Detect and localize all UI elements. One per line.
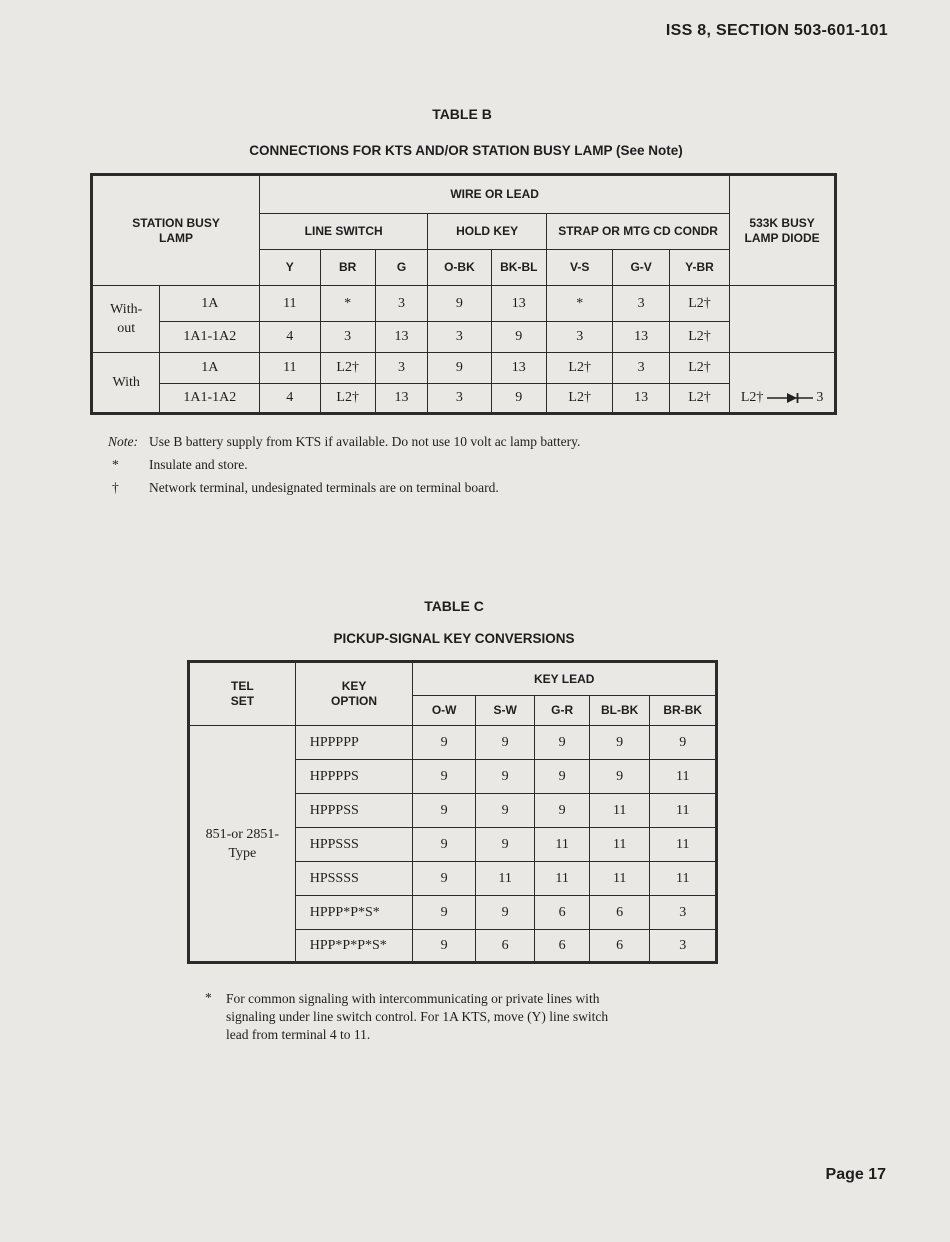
group-with: With	[92, 353, 160, 414]
col-header: G-V	[613, 250, 669, 286]
diode-blank	[730, 286, 836, 353]
cell: 3	[650, 930, 717, 963]
cell: 9	[475, 794, 534, 828]
footnote-line: For common signaling with intercommunicating or private lines with	[226, 991, 600, 1006]
note-text: Use B battery supply from KTS if available. Do not use 10 volt ac lamp battery.	[149, 434, 581, 449]
diode-left-label: L2†	[740, 390, 764, 405]
table-b-label: TABLE B	[432, 106, 492, 122]
cell: 11	[475, 862, 534, 896]
cell: 9	[650, 726, 717, 760]
key-option: HPSSSS	[295, 862, 413, 896]
cell: 9	[535, 794, 590, 828]
cell: 3	[613, 353, 669, 384]
table-row	[189, 726, 717, 760]
cell: 13	[491, 353, 546, 384]
cell: *	[546, 286, 612, 322]
cell: 9	[491, 384, 546, 414]
key-option: HPPPPS	[295, 760, 413, 794]
cell: 9	[589, 726, 650, 760]
header-key-lead: KEY LEAD	[413, 662, 717, 696]
tel-set-cell: 851-or 2851-Type	[189, 726, 296, 963]
row-key: 1A	[160, 353, 260, 384]
col-header: G-R	[535, 696, 590, 726]
header-hold-key: HOLD KEY	[428, 214, 547, 250]
dagger-text: Network terminal, undesignated terminals are on terminal board.	[149, 480, 499, 495]
table-row	[92, 384, 836, 414]
table-row	[92, 322, 836, 353]
cell: L2†	[546, 384, 612, 414]
cell: L2†	[669, 384, 729, 414]
header-tel-set: TEL SET	[189, 662, 296, 726]
cell: *	[320, 286, 375, 322]
col-header: S-W	[475, 696, 534, 726]
header-key-option: KEY OPTION	[295, 662, 413, 726]
row-key: 1A1-1A2	[160, 322, 260, 353]
table-row	[92, 353, 836, 384]
cell: 9	[589, 760, 650, 794]
cell: 11	[589, 828, 650, 862]
table-c-title: PICKUP-SIGNAL KEY CONVERSIONS	[333, 631, 575, 646]
cell: 3	[613, 286, 669, 322]
cell: 11	[260, 286, 320, 322]
cell: 11	[650, 794, 717, 828]
cell: 11	[650, 862, 717, 896]
row-key: 1A1-1A2	[160, 384, 260, 414]
note-label: Note:	[108, 434, 138, 449]
cell: 3	[546, 322, 612, 353]
cell: 9	[413, 896, 475, 930]
cell: 4	[260, 322, 320, 353]
cell: 11	[650, 828, 717, 862]
star-mark: *	[112, 457, 119, 472]
running-header: ISS 8, SECTION 503-601-101	[665, 22, 888, 39]
cell: 13	[491, 286, 546, 322]
cell: 9	[535, 726, 590, 760]
footnote-mark: *	[205, 990, 212, 1005]
page-number: Page 17	[825, 1166, 886, 1183]
cell: 6	[589, 896, 650, 930]
header-station-busy-lamp: STATION BUSY LAMP	[92, 175, 260, 286]
cell: 13	[613, 384, 669, 414]
footnote-text	[226, 990, 608, 1044]
cell: 9	[413, 726, 475, 760]
table-row	[92, 286, 836, 322]
cell: 11	[589, 862, 650, 896]
cell: 11	[260, 353, 320, 384]
cell: 13	[613, 322, 669, 353]
cell: 11	[650, 760, 717, 794]
col-header: G	[375, 250, 427, 286]
cell: L2†	[546, 353, 612, 384]
cell: 11	[535, 828, 590, 862]
cell: 9	[413, 828, 475, 862]
cell: 3	[428, 384, 491, 414]
table-c	[187, 660, 718, 964]
footnote-line: signaling under line switch control. For 1A KTS, move (Y) line switch	[226, 1009, 609, 1024]
cell: 9	[535, 760, 590, 794]
cell: 3	[650, 896, 717, 930]
col-header: BR	[320, 250, 375, 286]
cell: L2†	[669, 353, 729, 384]
cell: 9	[475, 760, 534, 794]
cell: L2†	[669, 286, 729, 322]
note-line	[108, 434, 138, 450]
cell: 3	[428, 322, 491, 353]
header-strap: STRAP OR MTG CD CONDR	[546, 214, 729, 250]
cell: 9	[428, 353, 491, 384]
key-option: HPPP*P*S*	[295, 896, 413, 930]
table-b	[90, 173, 837, 415]
cell: 9	[475, 726, 534, 760]
key-option: HPPPSS	[295, 794, 413, 828]
key-option: HPPPPP	[295, 726, 413, 760]
col-header: Y	[260, 250, 320, 286]
cell: 9	[491, 322, 546, 353]
cell: 3	[320, 322, 375, 353]
cell: 9	[428, 286, 491, 322]
diode-icon	[767, 392, 813, 404]
cell: L2†	[669, 322, 729, 353]
cell: 3	[375, 353, 427, 384]
cell: 13	[375, 384, 427, 414]
cell: 6	[535, 896, 590, 930]
cell: 11	[589, 794, 650, 828]
cell: L2†	[320, 384, 375, 414]
diode-cell	[730, 353, 836, 414]
key-option: HPPSSS	[295, 828, 413, 862]
cell: 9	[475, 828, 534, 862]
col-header: BR-BK	[650, 696, 717, 726]
cell: 9	[413, 760, 475, 794]
cell: 9	[413, 794, 475, 828]
col-header: BK-BL	[491, 250, 546, 286]
table-b-title: CONNECTIONS FOR KTS AND/OR STATION BUSY LAMP (See Note)	[249, 143, 683, 158]
table-c-label: TABLE C	[424, 598, 484, 614]
row-key: 1A	[160, 286, 260, 322]
group-without: With- out	[92, 286, 160, 353]
col-header: V-S	[546, 250, 612, 286]
header-533k-diode: 533K BUSY LAMP DIODE	[730, 175, 836, 286]
cell: 6	[475, 930, 534, 963]
cell: 9	[475, 896, 534, 930]
col-header: O-W	[413, 696, 475, 726]
cell: L2†	[320, 353, 375, 384]
cell: 9	[413, 862, 475, 896]
col-header: O-BK	[428, 250, 491, 286]
star-text: Insulate and store.	[149, 457, 248, 472]
cell: 13	[375, 322, 427, 353]
cell: 6	[535, 930, 590, 963]
diode-right-label: 3	[816, 390, 824, 405]
cell: 3	[375, 286, 427, 322]
col-header: BL-BK	[589, 696, 650, 726]
cell: 6	[589, 930, 650, 963]
footnote-line: lead from terminal 4 to 11.	[226, 1027, 371, 1042]
key-option: HPP*P*P*S*	[295, 930, 413, 963]
header-wire-or-lead: WIRE OR LEAD	[260, 175, 730, 214]
dagger-mark: †	[112, 480, 119, 495]
cell: 9	[413, 930, 475, 963]
header-line-switch: LINE SWITCH	[260, 214, 428, 250]
col-header: Y-BR	[669, 250, 729, 286]
cell: 11	[535, 862, 590, 896]
cell: 4	[260, 384, 320, 414]
